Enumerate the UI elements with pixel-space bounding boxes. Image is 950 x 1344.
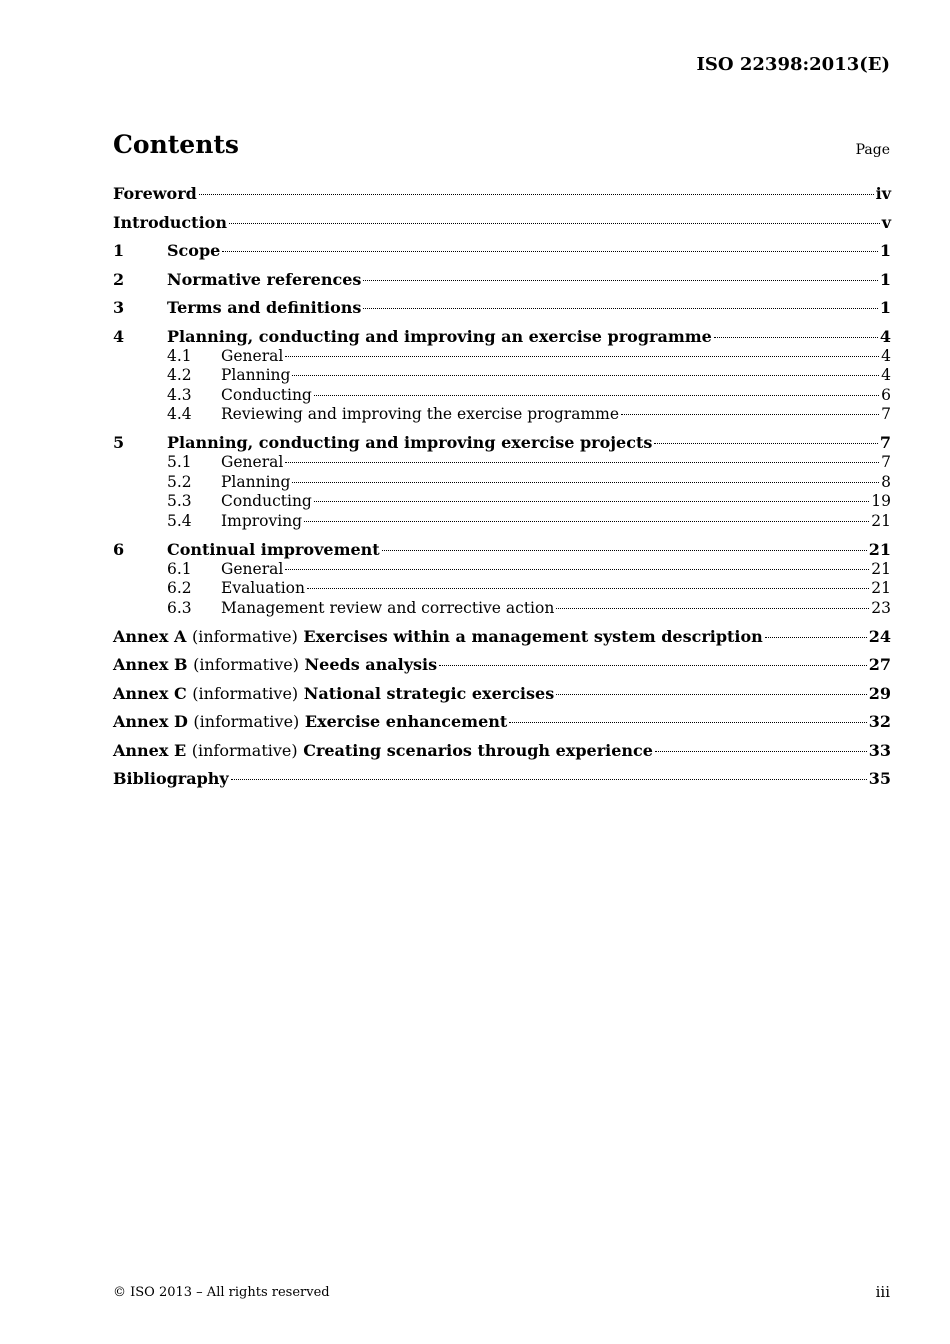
annex-label: Annex C: [113, 683, 187, 703]
toc-entry-number: 6.2: [167, 579, 192, 597]
toc-entry-page: 1: [879, 241, 891, 260]
annex-type: (informative): [193, 655, 299, 674]
annex-type: (informative): [191, 740, 298, 760]
dot-leader: [439, 665, 867, 666]
annex-title: Exercise enhancement: [304, 712, 508, 731]
toc-entry-page: 6: [881, 385, 891, 404]
dot-leader: [285, 569, 869, 570]
toc-entry-title: Planning, conducting and improving an exercise programme: [167, 326, 712, 346]
toc-entry-title: Management review and corrective action: [221, 598, 555, 617]
toc-entry-5-3[interactable]: [113, 492, 891, 512]
annex-title: National strategic exercises: [303, 683, 555, 703]
annex-label: Annex B: [113, 655, 188, 674]
toc-entry-title: Foreword: [113, 184, 197, 203]
toc-entry-number: 5.4: [167, 511, 192, 530]
toc-entry-number: 6.3: [167, 598, 192, 617]
dot-leader: [382, 550, 867, 551]
annex-title: Creating scenarios through experience: [303, 740, 653, 760]
toc-entry-title: Planning: [221, 366, 291, 384]
toc-entry-foreword[interactable]: [113, 184, 891, 204]
toc-entry-title: Normative references: [167, 269, 362, 289]
toc-entry-number: 4: [113, 326, 125, 346]
toc-entry-page: iv: [875, 184, 891, 203]
annex-type: (informative): [191, 626, 298, 646]
annex-label: Annex E: [113, 740, 187, 760]
toc-entry-number: 6: [113, 539, 125, 559]
dot-leader: [714, 337, 878, 338]
toc-entry-4-3[interactable]: [113, 386, 891, 406]
dot-leader: [363, 308, 877, 309]
toc-entry-page: 35: [868, 769, 891, 788]
toc-entry-page: 7: [881, 405, 891, 423]
dot-leader: [285, 462, 879, 463]
toc-entry-page: 4: [881, 366, 891, 384]
toc-entry-title: General: [221, 453, 284, 471]
toc-entry-title: Planning, conducting and improving exercise projects: [167, 433, 653, 452]
toc-entry-annex-b[interactable]: [113, 655, 891, 675]
dot-leader: [314, 501, 869, 502]
toc-entry-title: Continual improvement: [167, 539, 380, 559]
dot-leader: [229, 223, 880, 224]
dot-leader: [556, 694, 867, 695]
annex-type: (informative): [193, 712, 300, 731]
toc-entry-4-1[interactable]: [113, 347, 891, 367]
dot-leader: [765, 637, 867, 638]
dot-leader: [621, 414, 879, 415]
toc-entry-6-2[interactable]: [113, 579, 891, 599]
dot-leader: [314, 395, 879, 396]
toc-entry-annex-e[interactable]: [113, 741, 891, 761]
toc-entry-title: General: [221, 346, 284, 365]
toc-entry-page: 8: [881, 472, 891, 491]
toc-entry-annex-c[interactable]: [113, 684, 891, 704]
toc-entry-page: 23: [871, 598, 891, 617]
toc-entry-page: 7: [879, 433, 891, 452]
toc-entry-title: Reviewing and improving the exercise programme: [221, 405, 620, 423]
toc-entry-number: 5.2: [167, 472, 192, 491]
toc-entry-number: 4.3: [167, 385, 192, 404]
dot-leader: [285, 356, 879, 357]
toc-entry-page: 21: [871, 579, 891, 597]
page-number: iii: [875, 1283, 890, 1301]
toc-entry-scope[interactable]: [113, 241, 891, 261]
toc-entry-number: 5.1: [167, 453, 192, 471]
dot-leader: [292, 482, 879, 483]
toc-entry-number: 4.1: [167, 346, 192, 365]
toc-entry-section-5[interactable]: [113, 433, 891, 453]
toc-entry-6-3[interactable]: [113, 599, 891, 619]
annex-label: Annex D: [113, 712, 188, 731]
toc-entry-annex-d[interactable]: [113, 712, 891, 732]
toc-entry-number: 5.3: [167, 492, 192, 510]
annex-type: (informative): [192, 683, 299, 703]
contents-heading: Contents: [113, 130, 240, 159]
copyright-notice: © ISO 2013 – All rights reserved: [113, 1285, 330, 1300]
toc-entry-5-4[interactable]: [113, 512, 891, 532]
dot-leader: [222, 251, 878, 252]
annex-title: Needs analysis: [304, 655, 438, 674]
toc-entry-number: 2: [113, 269, 125, 289]
toc-entry-number: 4.2: [167, 366, 192, 384]
toc-entry-normative-references[interactable]: [113, 270, 891, 290]
toc-entry-4-4[interactable]: [113, 405, 891, 425]
dot-leader: [199, 194, 874, 195]
toc-entry-title: Conducting: [221, 492, 312, 510]
toc-entry-number: 6.1: [167, 559, 192, 578]
toc-entry-page: v: [881, 212, 891, 232]
toc-entry-page: 33: [868, 740, 891, 760]
toc-entry-5-2[interactable]: [113, 473, 891, 493]
toc-entry-page: 7: [881, 453, 891, 471]
dot-leader: [307, 588, 869, 589]
page-column-label: Page: [855, 142, 890, 158]
toc-entry-page: 32: [868, 712, 891, 731]
toc-entry-title: Improving: [221, 511, 303, 530]
dot-leader: [292, 375, 879, 376]
document-id: ISO 22398:2013(E): [696, 54, 890, 75]
dot-leader: [655, 751, 867, 752]
toc-entry-annex-a[interactable]: [113, 627, 891, 647]
toc-entry-6-1[interactable]: [113, 560, 891, 580]
toc-entry-page: 24: [868, 626, 891, 646]
toc-entry-page: 27: [868, 655, 891, 674]
toc-entry-page: 1: [879, 269, 891, 289]
annex-title: Exercises within a management system description: [303, 626, 763, 646]
toc-entry-title: Terms and definitions: [167, 298, 362, 317]
toc-entry-page: 21: [868, 539, 891, 559]
toc-entry-title: Conducting: [221, 385, 312, 404]
toc-entry-page: 1: [879, 298, 891, 317]
toc-entry-page: 4: [879, 326, 891, 346]
dot-leader: [231, 779, 867, 780]
toc-entry-number: 5: [113, 433, 125, 452]
toc-entry-page: 4: [881, 346, 891, 365]
toc-entry-page: 21: [871, 511, 891, 530]
dot-leader: [654, 443, 877, 444]
toc-entry-title: Bibliography: [113, 769, 229, 788]
toc-entry-title: Evaluation: [221, 579, 305, 597]
toc-entry-bibliography[interactable]: [113, 769, 891, 789]
toc-entry-page: 29: [868, 683, 891, 703]
toc-entry-4-2[interactable]: [113, 366, 891, 386]
toc-entry-title: Scope: [167, 241, 221, 260]
toc-entry-title: Introduction: [113, 212, 227, 232]
annex-label: Annex A: [113, 626, 187, 646]
toc-entry-number: 4.4: [167, 405, 192, 423]
dot-leader: [304, 521, 869, 522]
toc-entry-5-1[interactable]: [113, 453, 891, 473]
toc-entry-number: 3: [113, 298, 125, 317]
toc-entry-page: 21: [871, 559, 891, 578]
dot-leader: [509, 722, 866, 723]
toc-entry-number: 1: [113, 241, 125, 260]
toc-entry-title: General: [221, 559, 284, 578]
table-of-contents: [113, 184, 891, 789]
dot-leader: [363, 280, 877, 281]
toc-entry-introduction[interactable]: [113, 213, 891, 233]
toc-entry-terms-and-definitions[interactable]: [113, 298, 891, 318]
toc-entry-section-4[interactable]: [113, 327, 891, 347]
toc-entry-section-6[interactable]: [113, 540, 891, 560]
toc-entry-page: 19: [871, 492, 891, 510]
dot-leader: [556, 608, 869, 609]
toc-entry-title: Planning: [221, 472, 291, 491]
